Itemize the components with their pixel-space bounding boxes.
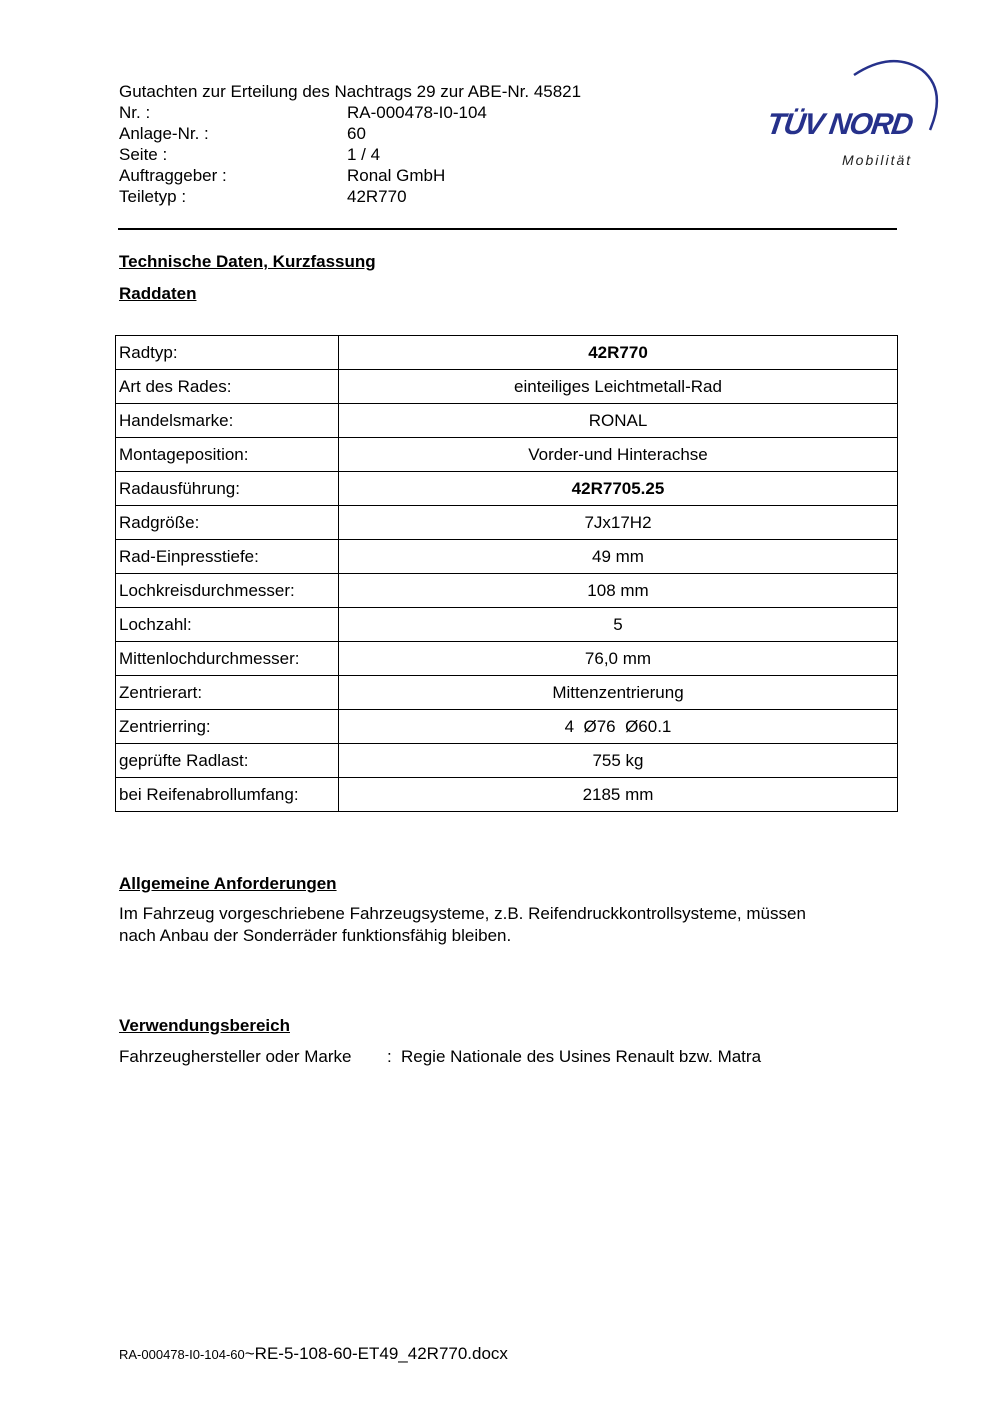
table-value: RONAL (339, 404, 898, 438)
table-row (116, 438, 898, 472)
tuv-nord-logo (762, 55, 942, 175)
header-row-seite (119, 144, 487, 165)
verwendung-separator: : (387, 1047, 392, 1066)
header-value: 1 / 4 (347, 145, 381, 164)
allgemein-line-1: Im Fahrzeug vorgeschriebene Fahrzeugsysteme, z.B. Reifendruckkontrollsysteme, müssen (119, 904, 806, 923)
verwendung-label: Fahrzeughersteller oder Marke (119, 1047, 352, 1066)
header-label: Anlage-Nr. : (119, 124, 209, 143)
allgemein-paragraph (119, 903, 889, 947)
table-value: 49 mm (339, 540, 898, 574)
wheel-data-table (115, 335, 898, 812)
allgemein-line-2: nach Anbau der Sonderräder funktionsfähig bleiben. (119, 926, 512, 945)
table-value: 2185 mm (339, 778, 898, 812)
table-value: 7Jx17H2 (339, 506, 898, 540)
header-label: Nr. : (119, 103, 151, 122)
table-label: Radtyp: (116, 336, 339, 370)
table-value: Vorder-und Hinterachse (339, 438, 898, 472)
table-label: Radgröße: (116, 506, 339, 540)
logo-wordmark: TÜV NORD (764, 108, 915, 141)
table-label: Rad-Einpresstiefe: (116, 540, 339, 574)
table-label: Zentrierring: (116, 710, 339, 744)
header-value: 42R770 (347, 187, 407, 206)
header-value: Ronal GmbH (347, 166, 446, 185)
table-label: Lochkreisdurchmesser: (116, 574, 339, 608)
table-label: geprüfte Radlast: (116, 744, 339, 778)
table-value: 108 mm (339, 574, 898, 608)
document-title: Gutachten zur Erteilung des Nachtrags 29 zur ABE-Nr. 45821 (119, 82, 582, 101)
table-value: einteiliges Leichtmetall-Rad (339, 370, 898, 404)
table-value: 76,0 mm (339, 642, 898, 676)
table-row (116, 744, 898, 778)
header-meta (119, 102, 487, 207)
table-label: Mittenlochdurchmesser: (116, 642, 339, 676)
footer-ref: RA-000478-I0-104-60 (119, 1347, 245, 1362)
header-row-teiletyp (119, 186, 487, 207)
header-value: RA-000478-I0-104 (347, 103, 487, 122)
table-value: 755 kg (339, 744, 898, 778)
header-row-anlage (119, 123, 487, 144)
table-value: Mittenzentrierung (339, 676, 898, 710)
table-row (116, 710, 898, 744)
logo-subtitle: Mobilität (842, 152, 913, 168)
table-row (116, 608, 898, 642)
table-row (116, 370, 898, 404)
table-value: 42R7705.25 (339, 472, 898, 506)
header-label: Auftraggeber : (119, 166, 227, 185)
header-row-nr (119, 102, 487, 123)
section-heading-tech: Technische Daten, Kurzfassung (119, 252, 376, 271)
section-heading-allgemein: Allgemeine Anforderungen (119, 874, 337, 893)
table-row (116, 778, 898, 812)
header-divider (118, 228, 897, 230)
table-label: Handelsmarke: (116, 404, 339, 438)
table-label: Art des Rades: (116, 370, 339, 404)
footer-filename (119, 1343, 508, 1366)
header-label: Teiletyp : (119, 187, 187, 206)
verwendung-value: Regie Nationale des Usines Renault bzw. Matra (401, 1047, 762, 1066)
table-label: Lochzahl: (116, 608, 339, 642)
footer-docname: ~RE-5-108-60-ET49_42R770.docx (244, 1344, 508, 1363)
table-row (116, 676, 898, 710)
table-row (116, 574, 898, 608)
header-value: 60 (347, 124, 366, 143)
table-value: 5 (339, 608, 898, 642)
header-label: Seite : (119, 145, 168, 164)
table-label: bei Reifenabrollumfang: (116, 778, 339, 812)
table-value: 42R770 (339, 336, 898, 370)
table-row (116, 472, 898, 506)
table-value: 4 Ø76 Ø60.1 (339, 710, 898, 744)
header-row-auftraggeber (119, 165, 487, 186)
table-label: Montageposition: (116, 438, 339, 472)
verwendung-row (119, 1046, 761, 1068)
table-row (116, 336, 898, 370)
table-row (116, 540, 898, 574)
section-heading-verwendung: Verwendungsbereich (119, 1016, 290, 1035)
section-heading-raddaten: Raddaten (119, 284, 197, 303)
table-label: Radausführung: (116, 472, 339, 506)
table-row (116, 506, 898, 540)
table-row (116, 404, 898, 438)
table-label: Zentrierart: (116, 676, 339, 710)
table-row (116, 642, 898, 676)
